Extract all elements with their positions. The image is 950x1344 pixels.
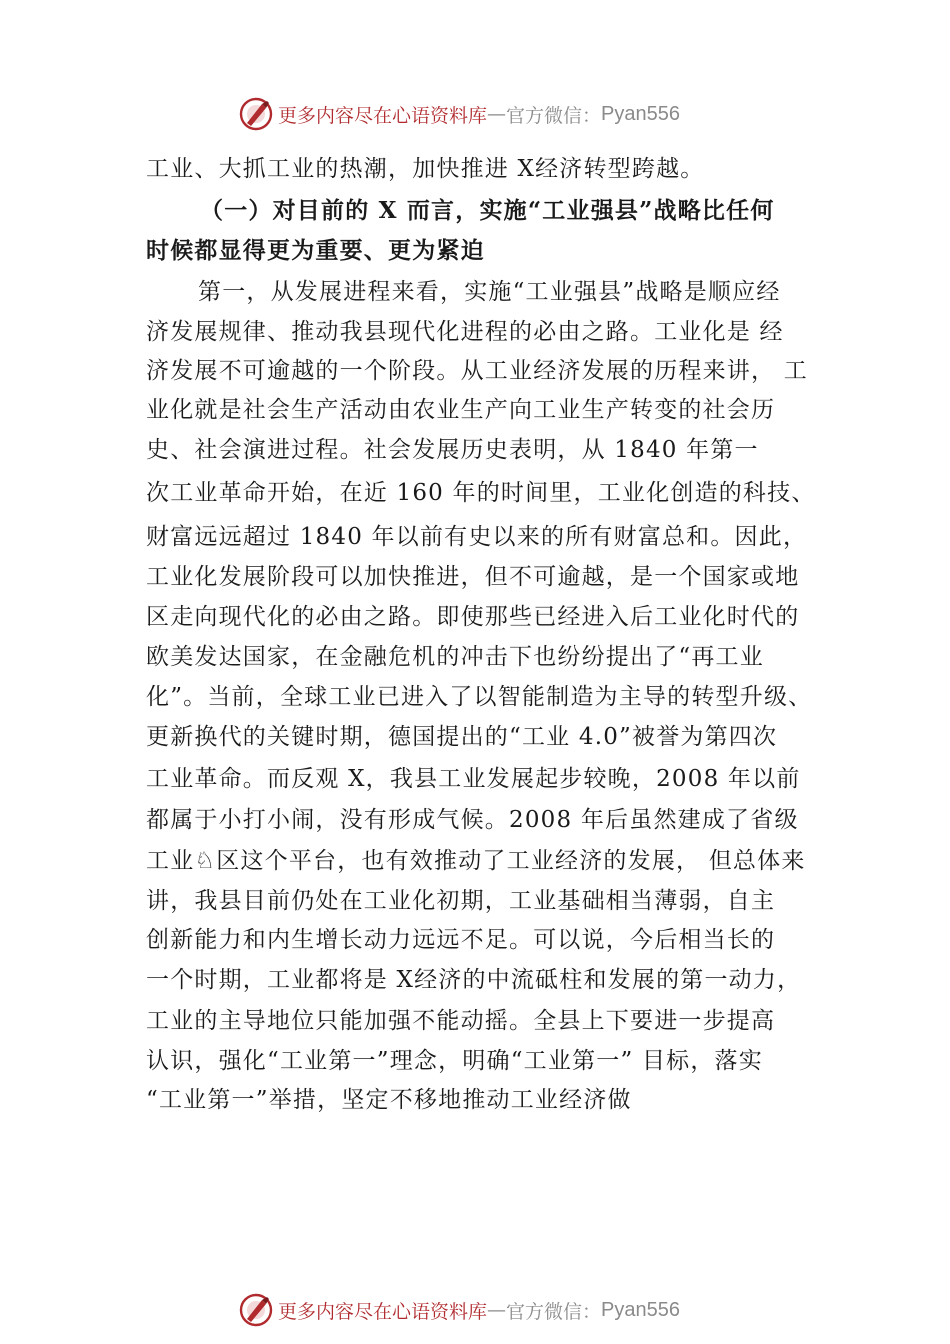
text-line: “工业第一”举措，坚定不移地推动工业经济做 (146, 1087, 632, 1113)
text-line: 都属于小打小闹，没有形成气候。2008 年后虽然建成了省级 (146, 807, 799, 833)
text-line: 认识，强化“工业第一”理念，明确“工业第一” 目标，落实 (146, 1048, 763, 1074)
text-line: 化”。当前，全球工业已进入了以智能制造为主导的转型升级、 (146, 684, 813, 710)
text-line: 史、社会演进过程。社会发展历史表明，从 1840 年第一 (146, 437, 759, 463)
watermark-separator: — (487, 1299, 507, 1321)
watermark-banner-bottom (238, 1290, 738, 1330)
text-line: 济发展不可逾越的一个阶段。从工业经济发展的历程来讲， 工 (146, 358, 808, 384)
text-line: 济发展规律、推动我县现代化进程的必由之路。工业化是 经 (146, 319, 784, 345)
section-heading-line: （一）对目前的 X 而言，实施“工业强县”战略比任何 (200, 197, 775, 224)
text-line: 一个时期，工业都将是 X经济的中流砥柱和发展的第一动力， (146, 967, 802, 993)
text-line: 讲，我县目前仍处在工业化初期，工业基础相当薄弱，自主 (146, 888, 776, 914)
text-line: 创新能力和内生增长动力远远不足。可以说，今后相当长的 (146, 927, 776, 953)
text-line: 欧美发达国家，在金融危机的冲击下也纷纷提出了“再工业 (146, 644, 764, 670)
paragraph-first-line: 第一，从发展进程来看，实施“工业强县”战略是顺应经 (198, 279, 781, 305)
text-line: 工业革命。而反观 X，我县工业发展起步较晚，2008 年以前 (146, 766, 801, 792)
text-line: 工业♘区这个平台，也有效推动了工业经济的发展， 但总体来 (146, 848, 806, 874)
pen-nib-circle-icon (238, 96, 274, 132)
watermark-wechat-id: Pyan556 (601, 1298, 680, 1321)
watermark-separator: — (487, 103, 507, 125)
text-line: 财富远远超过 1840 年以前有史以来的所有财富总和。因此， (146, 524, 808, 550)
text-line: 更新换代的关键时期，德国提出的“工业 4.0”被誉为第四次 (146, 724, 778, 750)
watermark-text: 更多内容尽在心语资料库 (278, 104, 488, 127)
watermark-official-label: 官方微信： (506, 1300, 602, 1323)
text-line: 区走向现代化的必由之路。即使那些已经进入后工业化时代的 (146, 604, 800, 630)
watermark-banner-top (238, 94, 738, 134)
watermark-text: 更多内容尽在心语资料库 (278, 1300, 488, 1323)
pen-nib-circle-icon (238, 1292, 274, 1328)
text-line: 工业、大抓工业的热潮，加快推进 X经济转型跨越。 (146, 156, 705, 182)
text-line: 业化就是社会生产活动由农业生产向工业生产转变的社会历 (146, 397, 776, 423)
text-line: 工业的主导地位只能加强不能动摇。全县上下要进一步提高 (146, 1008, 776, 1034)
text-line: 次工业革命开始，在近 160 年的时间里，工业化创造的科技、 (146, 480, 816, 506)
text-line: 工业化发展阶段可以加快推进，但不可逾越，是一个国家或地 (146, 564, 800, 590)
section-heading-line: 时候都显得更为重要、更为紧迫 (146, 237, 485, 264)
watermark-wechat-id: Pyan556 (601, 102, 680, 125)
watermark-official-label: 官方微信： (506, 104, 602, 127)
